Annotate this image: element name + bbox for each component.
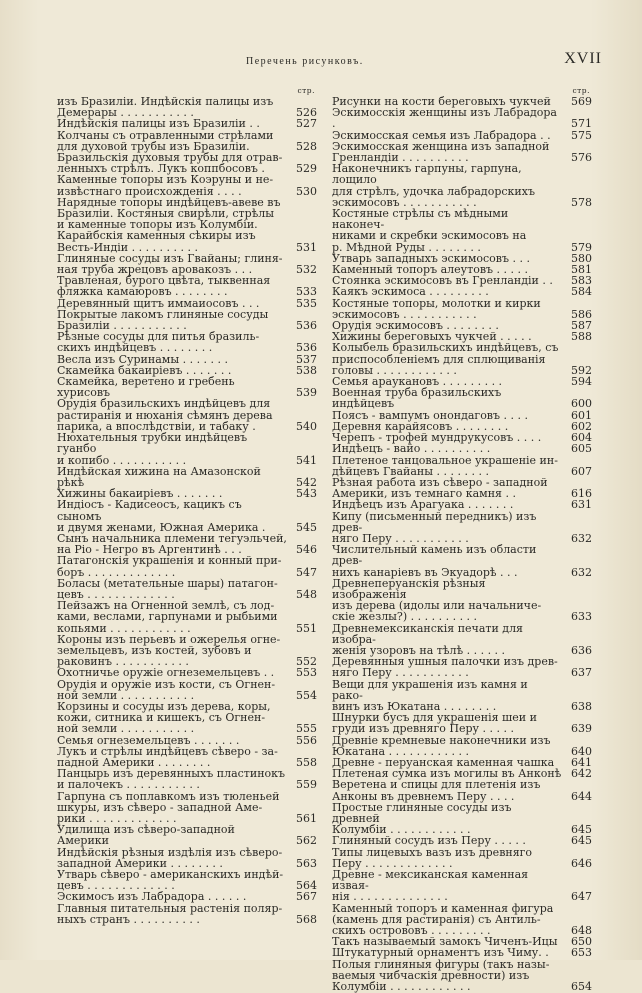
entry-page-number: 576 [571, 151, 592, 165]
entry-title: Древнеперуанскія рѣзныя изображенія изъ дерева (идолы или начальниче- скіе жезлы?) . . . . . . . . . . [332, 576, 542, 624]
entry-page-number: 526 [296, 106, 317, 120]
entry-page-number: 539 [296, 386, 317, 400]
entry-page-number: 536 [296, 319, 317, 333]
entry-page-number: 640 [571, 744, 592, 758]
entry-page-number: 645 [571, 834, 592, 848]
index-entry [332, 511, 592, 545]
entry-title: Плетеное танцовальное украшеніе ин- дѣйцевъ Гвайаны . . . . . . . . [332, 453, 558, 478]
index-entry [57, 331, 317, 353]
entry-title: Травленая, бурого цвѣта, тыквенная фляжка камаюровъ . . . . . . . . [57, 274, 271, 299]
entry-title: Покрытые лакомъ глиняные сосуды Бразиліи . . . . . . . . . . . [57, 307, 269, 333]
index-entry [57, 667, 317, 678]
entry-page-number: 541 [296, 453, 317, 467]
index-entry [57, 309, 317, 331]
entry-page-number: 633 [571, 610, 592, 624]
entry-page-number: 647 [571, 890, 592, 904]
entry-page-number: 587 [571, 319, 592, 333]
entry-page-number: 607 [571, 464, 592, 478]
entry-title: Простые глиняные сосуды изъ древней Колумбіи . . . . . . . . . . . . [332, 800, 512, 837]
entry-title: Костяные топоры, молотки и кирки эскимосовъ . . . . . . . . . . . [332, 296, 541, 321]
column-header-pages: стр. [297, 86, 315, 95]
entry-title: Колыбель бразильскихъ индѣйцевъ, съ приспособленіемъ для сплющиванія головы . . . . . . . . . . . . [332, 341, 559, 377]
entry-title: Боласы (метательные шары) патагон- цевъ . . . . . . . . . . . . . [57, 576, 278, 601]
entry-page-number: 631 [571, 498, 592, 512]
index-entry [332, 869, 592, 903]
entry-page-number: 567 [296, 890, 317, 904]
entry-title: Пейзажъ на Огненной землѣ, съ лод- ками, веслами, гарпунами и рыбьими копьями . . . . . . . . . . . . [57, 599, 278, 635]
index-entry [57, 376, 317, 398]
entry-page-number: 594 [571, 375, 592, 389]
index-entry [57, 275, 317, 297]
entry-page-number: 548 [296, 587, 317, 601]
index-entry [57, 768, 317, 790]
entry-page-number: 563 [296, 856, 317, 870]
entry-page-number: 561 [296, 812, 317, 825]
entry-page-number: 552 [296, 655, 317, 669]
index-entry [332, 477, 592, 499]
entry-title: Семья огнеземельцевъ . . . . . . . [57, 733, 240, 747]
index-entry [332, 779, 592, 801]
entry-title: Бразильскія духовыя трубы для отрав- ленныхъ стрѣлъ. Лукъ коппбосовъ . [57, 151, 283, 176]
entry-title: Орудія бразильскихъ индѣйцевъ для растиранія и нюханія сѣмянъ дерева парика, а впослѣдствіи, и табаку . [57, 397, 273, 433]
entry-page-number: 645 [571, 823, 592, 837]
index-entry [57, 197, 317, 253]
entry-title: Эскимосская женщина изъ западной Гренландіи . . . . . . . . . . [332, 139, 550, 165]
entry-page-number: 637 [571, 666, 592, 680]
entry-title: Каменные топоры изъ Коэруны и не- извѣстнаго происхожденія . . . . [57, 173, 274, 198]
entry-page-number: 654 [571, 980, 592, 993]
index-entry [332, 107, 592, 129]
entry-page-number: 632 [571, 565, 592, 579]
entry-title: Индѣйскія рѣзныя издѣлія изъ сѣверо- западной Америки . . . . . . . . [57, 845, 283, 870]
entry-page-number: 580 [571, 251, 592, 265]
entry-title: Индѣйская хижина на Амазонской рѣкѣ [57, 464, 261, 489]
index-entry [57, 432, 317, 466]
entry-page-number: 533 [296, 285, 317, 299]
entry-page-number: 568 [296, 912, 317, 926]
entry-page-number: 540 [296, 419, 317, 433]
entry-title: Корзины и сосуды изъ дерева, коры, кожи, ситника и кишекъ, съ Огнен- ной земли . . . . . . . . . . . [57, 699, 271, 736]
entry-title: Рисунки на кости береговыхъ чукчей [332, 95, 551, 108]
entry-page-number: 602 [571, 419, 592, 433]
entry-page-number: 605 [571, 442, 592, 456]
index-entry [332, 947, 592, 958]
entry-title: Утварь сѣверо - американскихъ индѣй- цевъ . . . . . . . . . . . . . [57, 868, 284, 893]
entry-page-number: 601 [571, 408, 592, 422]
index-entry [332, 387, 592, 409]
entry-title: Охотничье оружіе огнеземельцевъ . . [57, 666, 275, 680]
entry-title: Деревянныя ушныя палочки изъ древ- няго Перу . . . . . . . . . . . [332, 655, 558, 680]
index-entry [57, 634, 317, 668]
entry-title: Патагонскія украшенія и конный при- боръ . . . . . . . . . . . . . [57, 554, 282, 579]
entry-title: Шнурки бусъ для украшенія шеи и груди изъ древняго Перу . . . . . [332, 711, 537, 736]
entry-title: Орудія эскимосовъ . . . . . . . . [332, 319, 499, 333]
column-header-pages: стр. [572, 86, 590, 95]
entry-title: Индѣйскія палицы изъ Бразиліи . . [57, 117, 260, 131]
index-column-right [332, 86, 592, 992]
entry-title: Вещи для украшенія изъ камня и рако- винъ изъ Юкатана . . . . . . . . [332, 677, 528, 713]
entry-page-number: 551 [296, 621, 317, 635]
entry-title: Полыя глиняныя фигуры (такъ назы- ваемыя чибчаскія древности) изъ Колумбіи . . . . . . . . . . . . [332, 957, 550, 993]
index-entry [332, 544, 592, 578]
entry-page-number: 564 [296, 879, 317, 893]
index-entry [57, 499, 317, 533]
entry-page-number: 537 [296, 352, 317, 366]
entry-page-number: 538 [296, 363, 317, 377]
entry-title: Наконечникъ гарпуны, гарпуна, лощило для стрѣлъ, удочка лабрадорскихъ эскимосовъ . . . . . . . . . . . [332, 162, 535, 209]
index-entry [332, 959, 592, 993]
entry-title: Глиняный сосудъ изъ Перу . . . . . [332, 834, 526, 848]
entry-page-number: 543 [296, 487, 317, 501]
entry-page-number: 642 [571, 767, 592, 781]
entry-title: Эскимосскія женщины изъ Лабрадора . [332, 106, 557, 131]
entry-page-number: 639 [571, 722, 592, 736]
index-entry [57, 824, 317, 846]
index-entry [57, 600, 317, 634]
index-entry [332, 847, 592, 869]
entry-page-number: 636 [571, 643, 592, 657]
entry-title: Гарпуна съ поплавкомъ изъ тюленьей шкуры, изъ сѣверо - западной Аме- рики . . . . . . . . . . . . . [57, 789, 280, 825]
entry-page-number: 571 [571, 117, 592, 131]
entry-page-number: 632 [571, 531, 592, 545]
entry-page-number: 575 [571, 128, 592, 142]
entry-page-number: 583 [571, 274, 592, 288]
index-entry [57, 903, 317, 925]
entry-title: Военная труба бразильскихъ индѣйцевъ [332, 386, 502, 411]
entry-page-number: 581 [571, 263, 592, 277]
entry-page-number: 559 [296, 778, 317, 792]
entry-page-number: 530 [296, 184, 317, 198]
entry-list-right [332, 96, 592, 992]
entry-title: изъ Бразиліи. Индѣйскія палицы изъ Демерары . . . . . . . . . . . [57, 95, 274, 120]
running-title: Перечень рисунковъ. [246, 56, 364, 67]
entry-page-number: 546 [296, 543, 317, 557]
entry-title: Кипу (письменный передникъ) изъ древ- няго Перу . . . . . . . . . . . [332, 509, 537, 545]
entry-page-number: 592 [571, 363, 592, 377]
entry-title: Панцырь изъ деревянныхъ пластинокъ и палочекъ . . . . . . . . . . . [57, 767, 286, 792]
entry-title: Типы лицевыхъ вазъ изъ древняго Перу . . . . . . . . . . . . . [332, 845, 533, 870]
entry-title: Такъ называемый замокъ Чиченъ-Ицы [332, 935, 558, 949]
entry-title: Индѣецъ изъ Арагуака . . . . . . . [332, 498, 514, 512]
index-entry [57, 152, 317, 174]
index-entry [332, 298, 592, 320]
entry-title: Плетеная сумка изъ могилы въ Анконѣ [332, 767, 562, 781]
index-entry [57, 891, 317, 902]
entry-title: Штукатурный орнаментъ изъ Чиму. . [332, 946, 549, 960]
index-entry [57, 253, 317, 275]
entry-title: Орудія и оружіе изъ кости, съ Огнен- ной земли . . . . . . . . . . . [57, 677, 276, 702]
entry-title: Деревня карайясовъ . . . . . . . . [332, 419, 509, 433]
index-entry [57, 398, 317, 432]
entry-page-number: 558 [296, 755, 317, 769]
index-entry [332, 802, 592, 836]
index-entry [332, 835, 592, 846]
entry-title: Древне - перуанская каменная чашка [332, 755, 555, 769]
entry-page-number: 578 [571, 195, 592, 209]
entry-list-left [57, 96, 317, 925]
index-entry [332, 656, 592, 678]
index-entry [57, 746, 317, 768]
entry-title: Каменный топоръ алеутовъ . . . . . [332, 263, 528, 277]
entry-page-number: 600 [571, 397, 592, 411]
entry-page-number: 644 [571, 789, 592, 803]
entry-page-number: 535 [296, 296, 317, 310]
entry-page-number: 531 [296, 240, 317, 254]
entry-page-number: 547 [296, 565, 317, 579]
entry-title: Хижины береговыхъ чукчей . . . . . [332, 330, 532, 344]
index-entry [332, 712, 592, 734]
entry-page-number: 604 [571, 431, 592, 445]
entry-page-number: 527 [296, 117, 317, 131]
entry-page-number: 616 [571, 487, 592, 501]
index-column-left [57, 86, 317, 925]
entry-page-number: 528 [296, 139, 317, 153]
index-entry [332, 286, 592, 297]
entry-page-number: 553 [296, 666, 317, 680]
entry-page-number: 536 [296, 341, 317, 355]
index-entry [57, 578, 317, 600]
entry-title: Весла изъ Суринамы . . . . . . . [57, 352, 229, 366]
entry-title: Индіосъ - Кадисеосъ, кацикъ съ сыномъ и двумя женами, Южная Америка . [57, 498, 266, 534]
entry-title: Черепъ - трофей мундрукусовъ . . . . [332, 431, 542, 445]
entry-title: Эскимосская семья изъ Лабрадора . . [332, 128, 551, 142]
entry-title: Каменный топоръ и каменная фигура (камень для растиранія) съ Антиль- скихъ острововъ . . . . . . . . . [332, 901, 554, 938]
index-entry [57, 118, 317, 129]
entry-title: Поясъ - вампумъ онондаговъ . . . . [332, 408, 528, 422]
index-entry [332, 679, 592, 713]
entry-title: Скамейка, веретено и гребень хурисовъ [57, 375, 235, 400]
index-entry [57, 533, 317, 555]
index-entry [57, 847, 317, 869]
entry-title: Эскимосъ изъ Лабрадора . . . . . . [57, 890, 247, 904]
entry-page-number: 584 [571, 285, 592, 299]
index-entry [57, 96, 317, 118]
entry-title: Индѣецъ - вайо . . . . . . . . . . [332, 442, 491, 456]
entry-page-number: 588 [571, 330, 592, 344]
entry-page-number: 586 [571, 307, 592, 321]
entry-page-number: 569 [571, 95, 592, 108]
index-entry [57, 130, 317, 152]
page-number: XVII [564, 50, 602, 67]
entry-title: Стоянка эскимосовъ въ Гренландіи . . [332, 274, 553, 288]
index-entry [57, 791, 317, 825]
entry-page-number: 545 [296, 520, 317, 534]
index-entry [332, 499, 592, 510]
page-header [0, 50, 642, 74]
entry-title: Древнемексиканскія печати для изобра- женія узоровъ на тѣлѣ . . . . . . [332, 621, 524, 657]
index-entry [332, 342, 592, 376]
index-entry [332, 443, 592, 454]
entry-page-number: 638 [571, 699, 592, 713]
entry-page-number: 532 [296, 263, 317, 277]
entry-title: Костяные стрѣлы съ мѣдными наконеч- никами и скребки эскимосовъ на р. Мѣдной Руды . . . . . . . . [332, 207, 527, 254]
entry-page-number: 555 [296, 722, 317, 736]
entry-page-number: 542 [296, 475, 317, 489]
entry-page-number: 579 [571, 240, 592, 254]
entry-title: Утварь западныхъ эскимосовъ . . . [332, 251, 530, 265]
entry-page-number: 529 [296, 162, 317, 176]
index-entry [57, 466, 317, 488]
entry-title: Удилища изъ сѣверо-западной Америки [57, 823, 235, 848]
index-entry [332, 141, 592, 163]
entry-title: Числительный камень изъ области древ- нихъ канаріевъ въ Экуадорѣ . . . [332, 543, 537, 579]
entry-title: Нарядные топоры индѣйцевъ-авеве въ Бразиліи. Костяныя свирѣли, стрѣлы и каменные топоры изъ Колумбіи. Карайбскія каменныя сѣкиры изъ Весть-Индіи . . . . . . . . . . [57, 195, 281, 254]
index-entry [332, 455, 592, 477]
entry-title: Главныя питательныя растенія поляр- ныхъ странъ . . . . . . . . . . [57, 901, 283, 926]
entry-title: Глиняные сосуды изъ Гвайаны; глиня- ная труба жрецовъ аровакозъ . . . [57, 251, 283, 277]
index-entry [57, 174, 317, 196]
entry-title: Короны изъ перьевъ и ожерелья огне- земельцевъ, изъ костей, зубовъ и раковинъ . . . . . . . . . . . [57, 632, 281, 669]
entry-title: Каякъ эскимоса . . . . . . . . . [332, 285, 489, 299]
index-entry [332, 903, 592, 937]
entry-title: Семья араукановъ . . . . . . . . . [332, 375, 503, 389]
index-entry [332, 578, 592, 623]
entry-page-number: 650 [571, 935, 592, 949]
entry-title: Древніе кремневые наконечники изъ Юкатана . . . . . . . . . . . . [332, 733, 551, 758]
entry-page-number: 648 [571, 924, 592, 938]
entry-title: Рѣзные сосуды для питья бразиль- скихъ индѣйцевъ . . . . . . . . [57, 330, 260, 355]
entry-title: Скамейка бакаиріевъ . . . . . . . [57, 363, 232, 377]
entry-page-number: 641 [571, 755, 592, 769]
entry-page-number: 562 [296, 834, 317, 848]
index-entry [332, 735, 592, 757]
index-entry [57, 869, 317, 891]
entry-page-number: 554 [296, 688, 317, 702]
index-entry [57, 555, 317, 577]
entry-title: Древне - мексиканская каменная извая- нія . . . . . . . . . . . . . . [332, 868, 529, 904]
entry-page-number: 556 [296, 733, 317, 747]
entry-title: Сынъ начальника племени тегуэльчей, на Ріо - Негро въ Аргентинѣ . . . [57, 531, 287, 557]
entry-page-number: 653 [571, 946, 592, 960]
entry-page-number: 646 [571, 856, 592, 870]
index-entry [332, 163, 592, 208]
entry-title: Деревянный щитъ иммаиосовъ . . . [57, 296, 260, 310]
entry-title: Хижины бакаиріевъ . . . . . . . [57, 487, 223, 501]
index-entry [57, 679, 317, 701]
entry-title: Рѣзная работа изъ сѣверо - западной Америки, изъ темнаго камня . . [332, 475, 548, 501]
index-entry [57, 701, 317, 735]
entry-title: Лукъ и стрѣлы индѣйцевъ сѣверо - за- падной Америки . . . . . . . . [57, 744, 278, 769]
index-entry [332, 208, 592, 253]
entry-title: Нюхательныя трубки индѣйцевъ гуанбо и копибо . . . . . . . . . . . [57, 431, 248, 467]
entry-title: Колчаны съ отравленными стрѣлами для духовой трубы изъ Бразиліи. [57, 128, 274, 153]
index-entry [332, 623, 592, 657]
entry-title: Веретена и спицы для плетенія изъ Анконы въ древнемъ Перу . . . . [332, 778, 541, 803]
